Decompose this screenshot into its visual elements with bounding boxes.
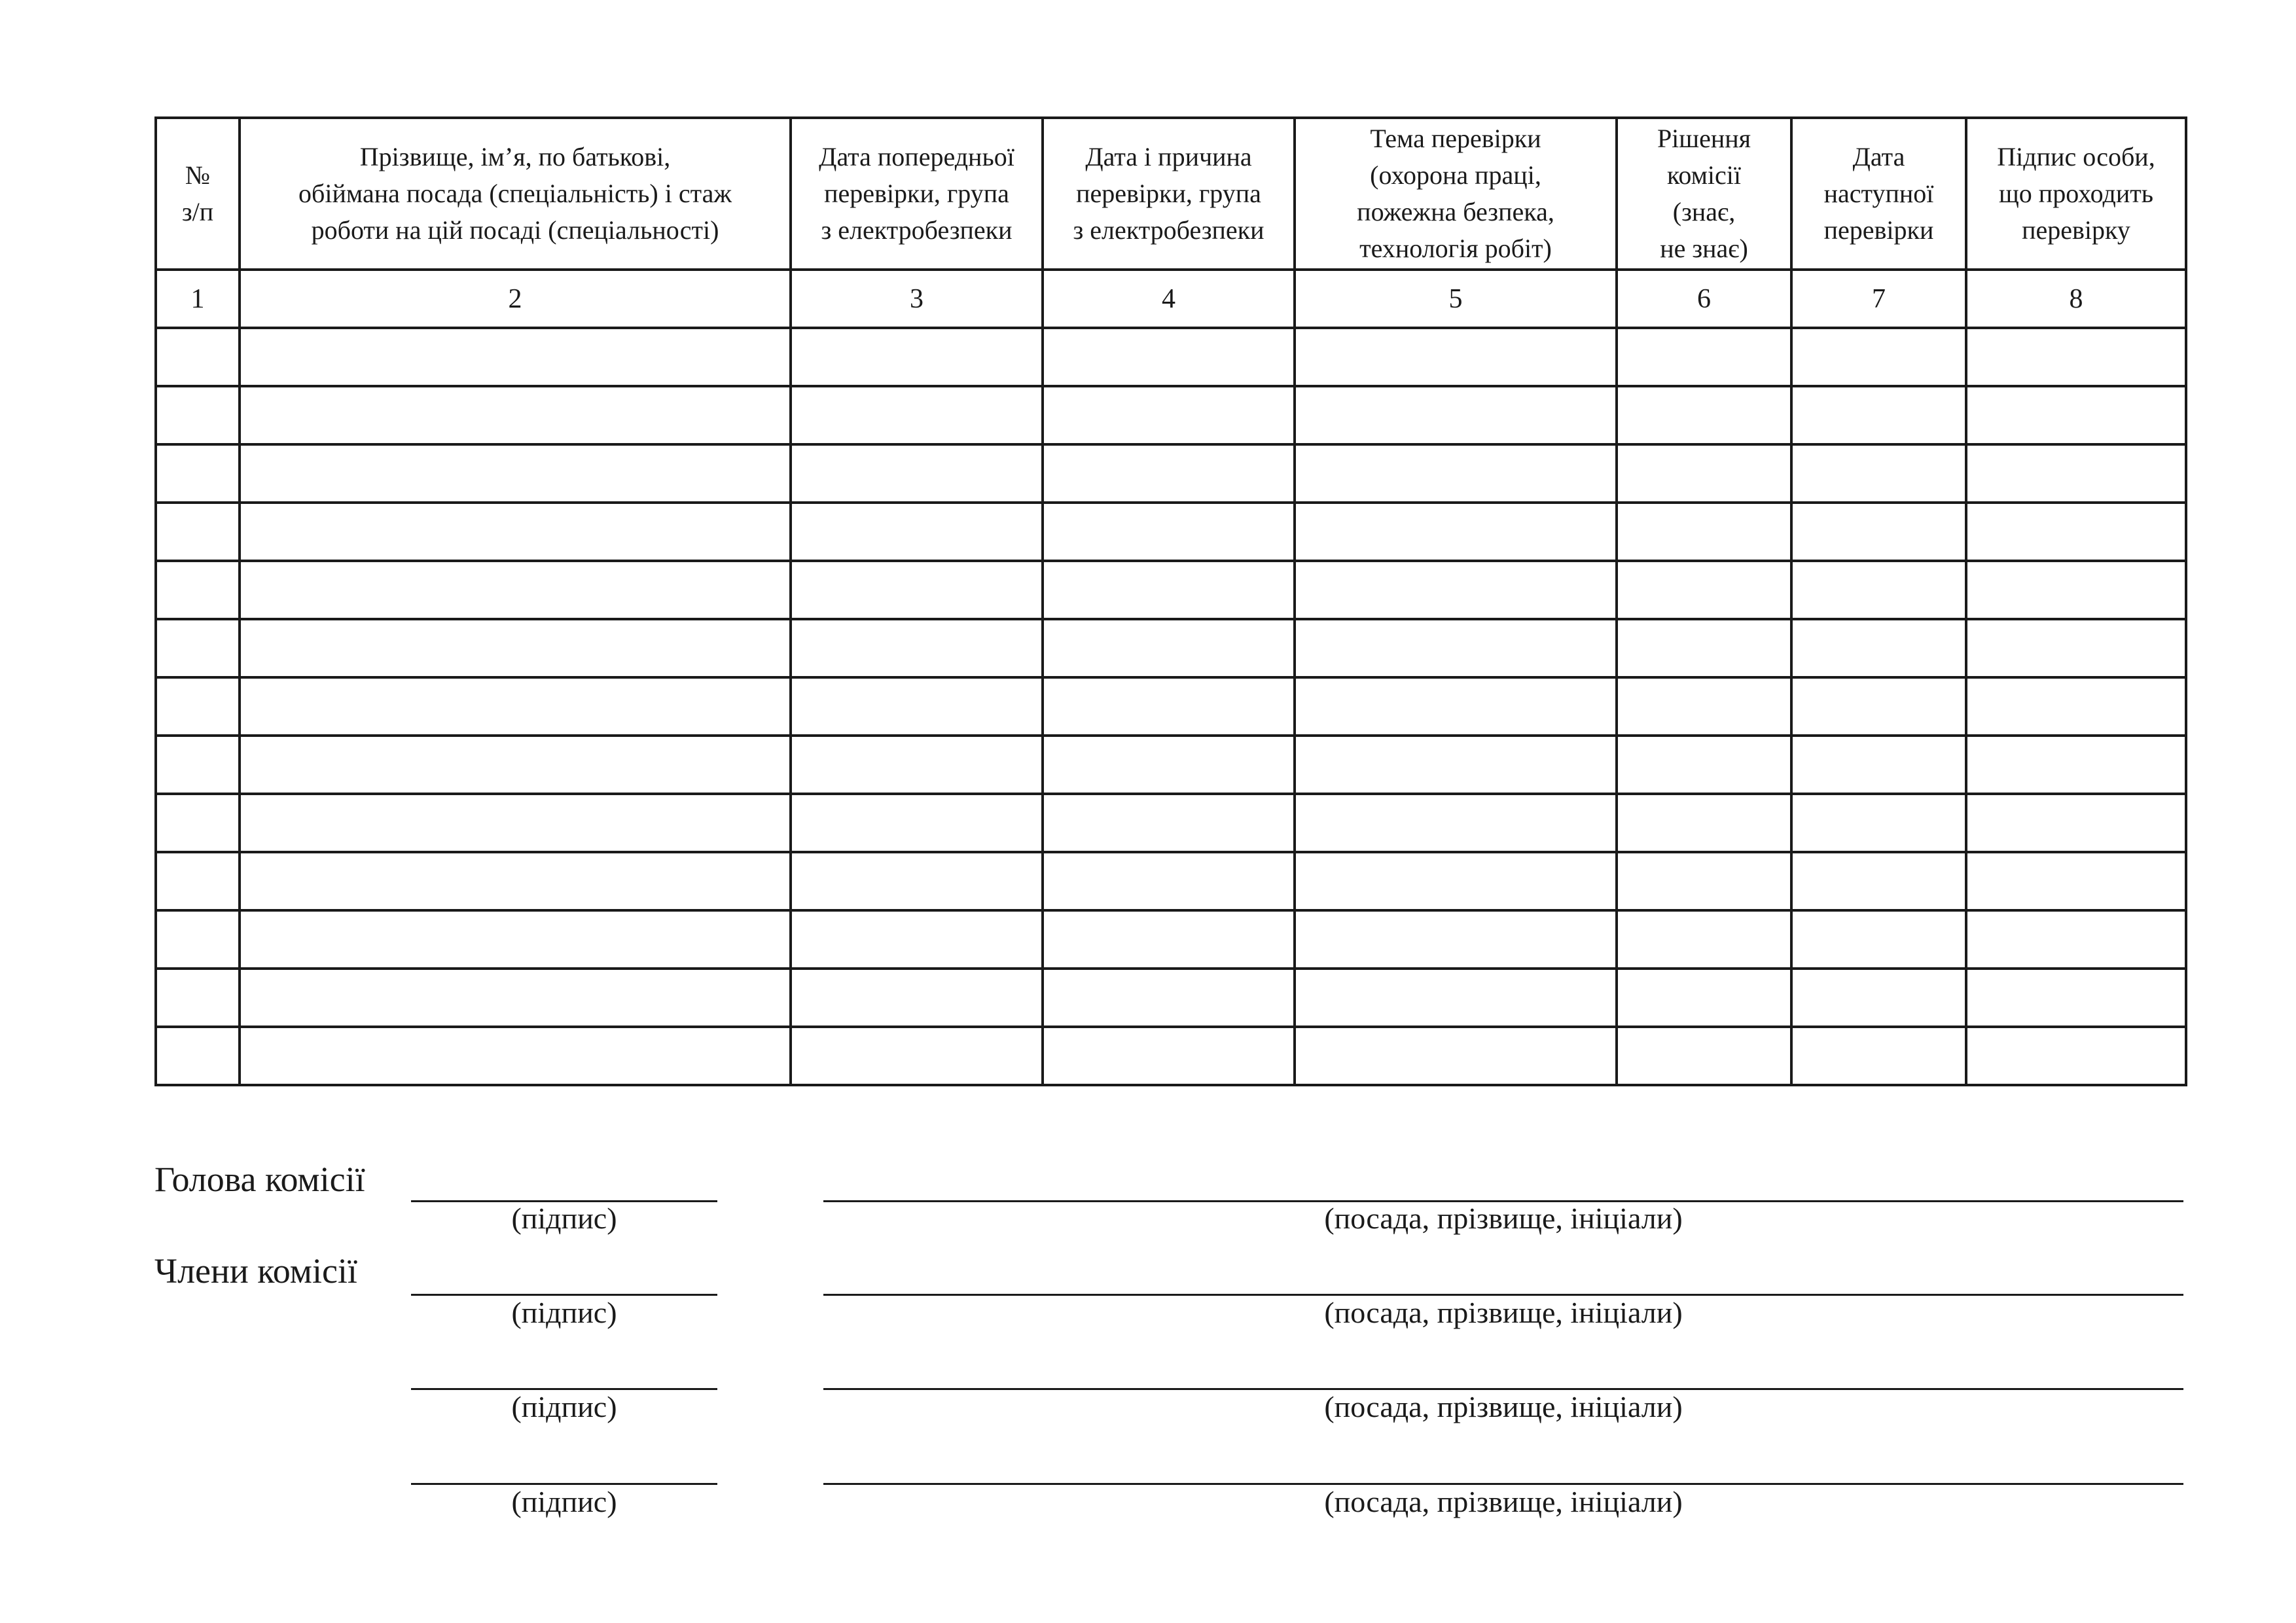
table-cell[interactable]	[1295, 328, 1617, 386]
table-cell[interactable]	[1295, 1027, 1617, 1085]
signature-caption: (підпис)	[511, 1390, 617, 1423]
table-cell[interactable]	[240, 794, 791, 852]
table-cell[interactable]	[1966, 561, 2186, 619]
table-cell[interactable]	[1966, 852, 2186, 910]
table-cell[interactable]	[240, 1027, 791, 1085]
table-row	[156, 677, 2186, 736]
table-row	[156, 852, 2186, 910]
table-cell[interactable]	[1617, 852, 1791, 910]
table-cell[interactable]	[1791, 444, 1966, 503]
column-number: 5	[1295, 270, 1617, 328]
table-cell[interactable]	[156, 736, 240, 794]
table-cell[interactable]	[791, 386, 1043, 444]
table-cell[interactable]	[1617, 444, 1791, 503]
table-cell[interactable]	[1791, 328, 1966, 386]
table-cell[interactable]	[240, 444, 791, 503]
table-row	[156, 444, 2186, 503]
table-cell[interactable]	[156, 328, 240, 386]
table-cell[interactable]	[791, 969, 1043, 1027]
table-row	[156, 910, 2186, 969]
table-cell[interactable]	[1043, 503, 1295, 561]
column-number: 6	[1617, 270, 1791, 328]
table-cell[interactable]	[1617, 910, 1791, 969]
header-next-check-date: Дата наступної перевірки	[1791, 118, 1966, 270]
table-cell[interactable]	[156, 503, 240, 561]
table-cell[interactable]	[1966, 619, 2186, 677]
table-cell[interactable]	[156, 969, 240, 1027]
table-cell[interactable]	[156, 619, 240, 677]
table-cell[interactable]	[1966, 736, 2186, 794]
position-caption: (посада, прізвище, ініціали)	[1324, 1296, 1683, 1329]
table-cell[interactable]	[1791, 794, 1966, 852]
table-cell[interactable]	[791, 852, 1043, 910]
table-cell[interactable]	[791, 561, 1043, 619]
table-cell[interactable]	[1966, 969, 2186, 1027]
table-cell[interactable]	[1043, 794, 1295, 852]
table-cell[interactable]	[1043, 852, 1295, 910]
table-cell[interactable]	[791, 677, 1043, 736]
table-cell[interactable]	[1295, 561, 1617, 619]
table-cell[interactable]	[240, 969, 791, 1027]
column-number-row	[156, 270, 2186, 328]
table-cell[interactable]	[791, 503, 1043, 561]
column-number: 1	[156, 270, 240, 328]
column-number: 7	[1791, 270, 1966, 328]
table-cell[interactable]	[1295, 969, 1617, 1027]
table-cell[interactable]	[1043, 619, 1295, 677]
column-number: 2	[240, 270, 791, 328]
table-cell[interactable]	[1966, 503, 2186, 561]
table-cell[interactable]	[1043, 677, 1295, 736]
table-cell[interactable]	[240, 503, 791, 561]
table-cell[interactable]	[1791, 677, 1966, 736]
column-number: 3	[791, 270, 1043, 328]
table-cell[interactable]	[156, 677, 240, 736]
table-cell[interactable]	[240, 677, 791, 736]
table-cell[interactable]	[791, 736, 1043, 794]
inspection-journal-table	[154, 116, 2187, 1086]
table-cell[interactable]	[1295, 503, 1617, 561]
header-previous-check-date: Дата попередньої перевірки, група з електробезпеки	[791, 118, 1043, 270]
table-cell[interactable]	[240, 736, 791, 794]
header-examinee-signature: Підпис особи, що проходить перевірку	[1966, 118, 2186, 270]
table-cell[interactable]	[1791, 1027, 1966, 1085]
header-commission-decision: Рішення комісії (знає, не знає)	[1617, 118, 1791, 270]
table-cell[interactable]	[1043, 736, 1295, 794]
table-cell[interactable]	[1617, 328, 1791, 386]
table-cell[interactable]	[240, 619, 791, 677]
table-cell[interactable]	[1617, 561, 1791, 619]
table-cell[interactable]	[791, 444, 1043, 503]
header-number: № з/п	[156, 118, 240, 270]
signature-caption: (підпис)	[511, 1485, 617, 1518]
table-cell[interactable]	[156, 794, 240, 852]
table-row	[156, 969, 2186, 1027]
table-cell[interactable]	[1295, 619, 1617, 677]
table-row	[156, 328, 2186, 386]
column-number: 4	[1043, 270, 1295, 328]
table-cell[interactable]	[791, 910, 1043, 969]
table-cell[interactable]	[1617, 736, 1791, 794]
table-cell[interactable]	[240, 910, 791, 969]
table-row	[156, 619, 2186, 677]
members-label: Члени комісії	[154, 1251, 357, 1291]
table-cell[interactable]	[1791, 561, 1966, 619]
table-cell[interactable]	[1295, 386, 1617, 444]
table-cell[interactable]	[1295, 736, 1617, 794]
table-cell[interactable]	[1966, 677, 2186, 736]
table-cell[interactable]	[1966, 794, 2186, 852]
table-cell[interactable]	[791, 794, 1043, 852]
table-cell[interactable]	[240, 386, 791, 444]
table-cell[interactable]	[240, 328, 791, 386]
table-row	[156, 561, 2186, 619]
table-cell[interactable]	[156, 444, 240, 503]
signature-caption: (підпис)	[511, 1296, 617, 1329]
header-full-name-position: Прізвище, ім’я, по батькові, обіймана посада (спеціальність) і стаж роботи на цій посаді (спеціальності)	[240, 118, 791, 270]
table-cell[interactable]	[1617, 794, 1791, 852]
position-caption: (посада, прізвище, ініціали)	[1324, 1202, 1683, 1235]
header-check-date-reason: Дата і причина перевірки, група з електробезпеки	[1043, 118, 1295, 270]
signature-caption: (підпис)	[511, 1202, 617, 1235]
table-cell[interactable]	[240, 561, 791, 619]
table-cell[interactable]	[1295, 794, 1617, 852]
table-row	[156, 503, 2186, 561]
position-caption: (посада, прізвище, ініціали)	[1324, 1485, 1683, 1518]
table-cell[interactable]	[1617, 1027, 1791, 1085]
table-cell[interactable]	[1617, 503, 1791, 561]
table-row	[156, 1027, 2186, 1085]
table-cell[interactable]	[1617, 969, 1791, 1027]
table-cell[interactable]	[1295, 444, 1617, 503]
table-row	[156, 386, 2186, 444]
column-number: 8	[1966, 270, 2186, 328]
table-cell[interactable]	[1966, 328, 2186, 386]
table-cell[interactable]	[1791, 910, 1966, 969]
table-cell[interactable]	[1043, 561, 1295, 619]
table-cell[interactable]	[156, 386, 240, 444]
table-cell[interactable]	[1617, 386, 1791, 444]
table-cell[interactable]	[1791, 619, 1966, 677]
table-cell[interactable]	[156, 1027, 240, 1085]
table-cell[interactable]	[1295, 677, 1617, 736]
table-cell[interactable]	[791, 328, 1043, 386]
table-cell[interactable]	[1791, 386, 1966, 444]
table-cell[interactable]	[1966, 444, 2186, 503]
table-cell[interactable]	[156, 910, 240, 969]
chair-label: Голова комісії	[154, 1160, 365, 1199]
table-cell[interactable]	[1617, 619, 1791, 677]
table-cell[interactable]	[1966, 1027, 2186, 1085]
table-cell[interactable]	[1043, 444, 1295, 503]
table-cell[interactable]	[1295, 910, 1617, 969]
table-cell[interactable]	[1043, 910, 1295, 969]
header-check-topic: Тема перевірки (охорона праці, пожежна безпека, технологія робіт)	[1295, 118, 1617, 270]
table-cell[interactable]	[1791, 969, 1966, 1027]
table-cell[interactable]	[791, 1027, 1043, 1085]
table-cell[interactable]	[1043, 386, 1295, 444]
table-cell[interactable]	[1791, 852, 1966, 910]
table-cell[interactable]	[1617, 677, 1791, 736]
table-cell[interactable]	[156, 561, 240, 619]
position-caption: (посада, прізвище, ініціали)	[1324, 1390, 1683, 1423]
header-row	[156, 118, 2186, 270]
table-cell[interactable]	[1043, 1027, 1295, 1085]
table-row	[156, 736, 2186, 794]
table-cell[interactable]	[791, 619, 1043, 677]
table-cell[interactable]	[1043, 328, 1295, 386]
table-cell[interactable]	[156, 852, 240, 910]
table-row	[156, 794, 2186, 852]
table-cell[interactable]	[1043, 969, 1295, 1027]
table-cell[interactable]	[1295, 852, 1617, 910]
table-cell[interactable]	[1966, 386, 2186, 444]
table-cell[interactable]	[1791, 736, 1966, 794]
table-cell[interactable]	[240, 852, 791, 910]
table-cell[interactable]	[1966, 910, 2186, 969]
table-cell[interactable]	[1791, 503, 1966, 561]
